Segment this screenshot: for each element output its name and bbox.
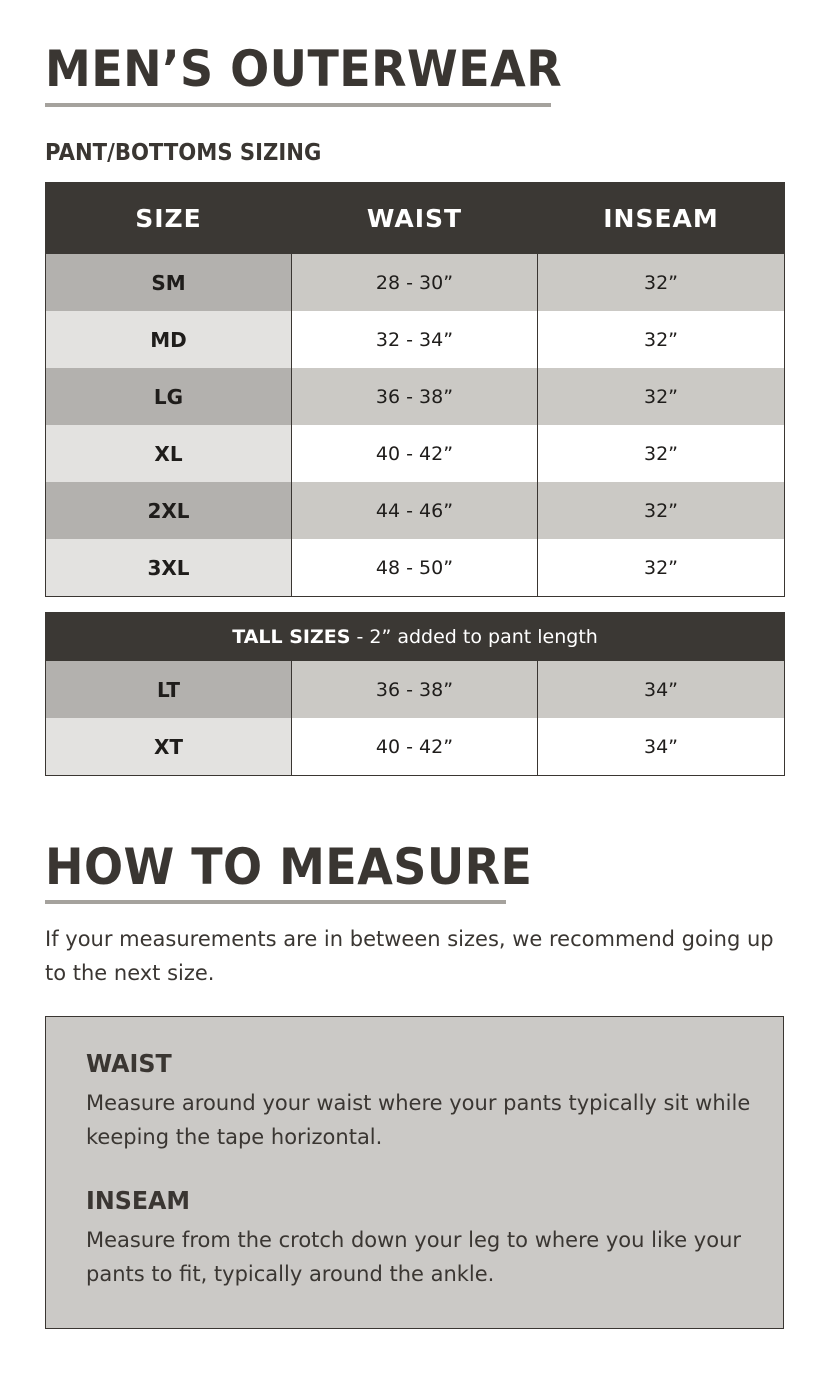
page-title: MEN’S OUTERWEAR — [45, 40, 563, 98]
inseam-cell: 32” — [538, 254, 785, 312]
size-chart-table — [45, 182, 785, 597]
size-cell: XT — [46, 718, 292, 776]
waist-instructions: Measure around your waist where your pants typically sit while keeping the tape horizontal. — [86, 1091, 751, 1149]
tall-sizes-note: - 2” added to pant length — [350, 625, 598, 648]
table-row — [46, 368, 785, 425]
size-cell: 3XL — [46, 539, 292, 597]
inseam-cell: 32” — [538, 368, 785, 425]
size-cell: LT — [46, 661, 292, 719]
waist-cell: 40 - 42” — [292, 425, 538, 482]
table-row — [46, 482, 785, 539]
tall-header-row — [46, 613, 785, 661]
title-underline — [45, 103, 551, 107]
tall-sizes-label: TALL SIZES — [232, 625, 351, 648]
inseam-instructions: Measure from the crotch down your leg to where you like your pants to fit, typically around the ankle. — [86, 1228, 742, 1286]
measure-intro-text: If your measurements are in between sizes, we recommend going up to the next size. — [45, 927, 774, 985]
waist-cell: 40 - 42” — [292, 718, 538, 776]
inseam-cell: 32” — [538, 311, 785, 368]
size-cell: MD — [46, 311, 292, 368]
table-row — [46, 254, 785, 312]
table-header-row — [46, 183, 785, 254]
how-to-measure-title: HOW TO MEASURE — [45, 838, 533, 896]
table-row — [46, 425, 785, 482]
size-cell: 2XL — [46, 482, 292, 539]
section-subtitle: PANT/BOTTOMS SIZING — [45, 140, 322, 166]
size-cell: XL — [46, 425, 292, 482]
table-row — [46, 311, 785, 368]
waist-cell: 32 - 34” — [292, 311, 538, 368]
size-cell: LG — [46, 368, 292, 425]
size-cell: SM — [46, 254, 292, 312]
inseam-cell: 34” — [538, 661, 785, 719]
inseam-cell: 34” — [538, 718, 785, 776]
inseam-cell: 32” — [538, 482, 785, 539]
tall-sizes-table — [45, 612, 785, 776]
header-size: SIZE — [46, 183, 292, 254]
tall-sizes-header — [46, 613, 785, 661]
waist-heading: WAIST — [86, 1049, 172, 1078]
inseam-heading: INSEAM — [86, 1186, 191, 1215]
waist-cell: 28 - 30” — [292, 254, 538, 312]
measure-title-underline — [45, 900, 506, 904]
waist-cell: 36 - 38” — [292, 661, 538, 719]
table-row — [46, 539, 785, 597]
inseam-cell: 32” — [538, 425, 785, 482]
header-inseam: INSEAM — [538, 183, 785, 254]
table-row — [46, 718, 785, 776]
waist-cell: 36 - 38” — [292, 368, 538, 425]
header-waist: WAIST — [292, 183, 538, 254]
inseam-cell: 32” — [538, 539, 785, 597]
measure-instructions-box — [45, 1016, 784, 1329]
table-row — [46, 661, 785, 719]
waist-cell: 48 - 50” — [292, 539, 538, 597]
waist-cell: 44 - 46” — [292, 482, 538, 539]
